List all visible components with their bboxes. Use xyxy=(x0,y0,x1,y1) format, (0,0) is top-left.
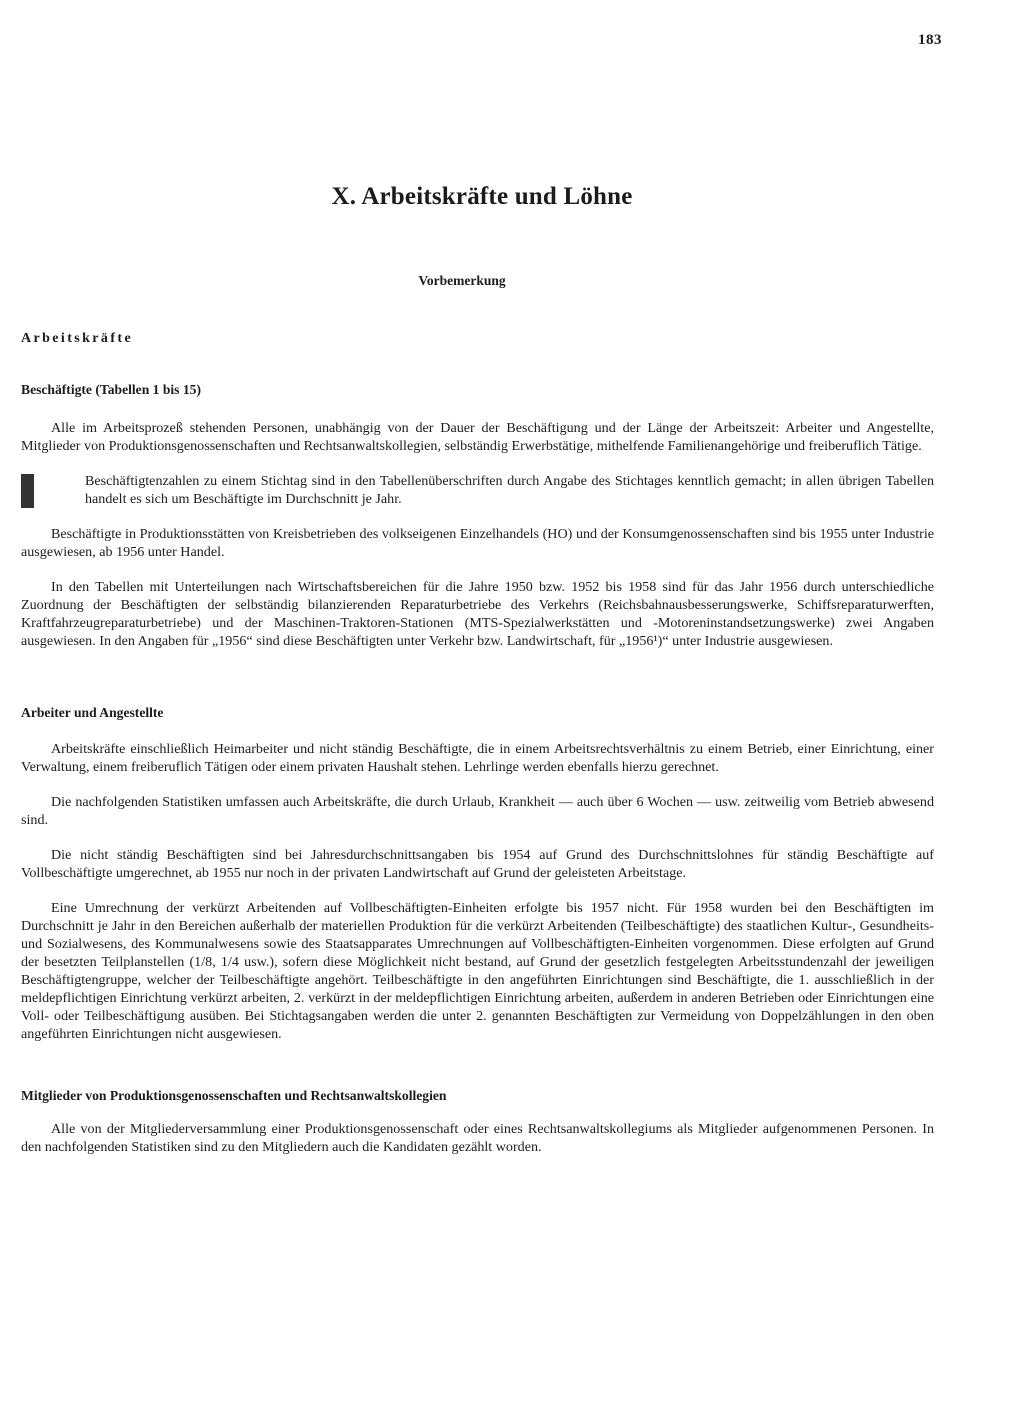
paragraph: In den Tabellen mit Unterteilungen nach Wirtschaftsbereichen für die Jahre 1950 bzw. 1952 bis 1958 sind für das Jahr 1956 durch unterschiedliche Zuordnung der Beschäftigten der selbständig bilanzierenden Reparaturbetriebe des Verkehrs (Reichsbahnausbesserungswerke, Schiffsreparaturwerften, Kraftfahrzeugreparaturbetriebe) und der Maschinen-Traktoren-Stationen (MTS-Spezialwerkstätten und -Motoreninstandsetzungswerke) zwei Angaben ausgewiesen. In den Angaben für „1956“ sind diese Beschäftigten unter Verkehr bzw. Landwirtschaft, für „1956¹)“ unter Industrie ausgewiesen. xyxy=(21,579,934,649)
page-number: 183 xyxy=(918,32,942,48)
paragraph: Eine Umrechnung der verkürzt Arbeitenden auf Vollbeschäftigten-Einheiten erfolgte bis 1957 nicht. Für 1958 wurden bei den Beschäftigten im Durchschnitt je Jahr in den Bereichen außerhalb der materiellen Produktion für die verkürzt Arbeitenden (Teilbeschäftigte) des staatlichen Kultur-, Gesundheits- und Sozialwesens, des Kommunalwesens sowie des Staatsapparates Umrechnungen auf Vollbeschäftigten-Einheiten vorgenommen. Diese erfolgten auf Grund der besetzten Teilplanstellen (1/8, 1/4 usw.), sofern diese Möglichkeit nicht bestand, auf Grund der gesetzlich festgelegten Arbeitsstundenzahl der jeweiligen Beschäftigtengruppe, welcher der Teilbeschäftigte angehört. Teilbeschäftigte in den angeführten Einrichtungen sind Beschäftigte, die 1. ausschließlich in der meldepflichtigen Einrichtung verkürzt arbeiten, 2. verkürzt in der meldepflichtigen Einrichtung arbeiten, außerdem in anderen Betrieben oder Einrichtungen eine Voll- oder Teilbeschäftigung ausüben. Bei Stichtagsangaben werden die unter 2. genannten Beschäftigten zur Vermeidung von Doppelzählungen in den oben angeführten Einrichtungen nicht ausgewiesen. xyxy=(21,900,934,1042)
paragraph: Beschäftigte in Produktionsstätten von Kreisbetrieben des volkseigenen Einzelhandels (HO) und der Konsumgenossenschaften sind bis 1955 unter Industrie ausgewiesen, ab 1956 unter Handel. xyxy=(21,526,934,560)
section-heading-arbeiter: Arbeiter und Angestellte xyxy=(21,705,164,720)
paragraph: Arbeitskräfte einschließlich Heimarbeiter und nicht ständig Beschäftigte, die in einem Arbeitsrechtsverhältnis zu einem Betrieb, einer Einrichtung, einer Verwaltung, einem freiberuflich Tätigen oder einem privaten Haushalt stehen. Lehrlinge werden ebenfalls hierzu gerechnet. xyxy=(21,741,934,775)
chapter-title: X. Arbeitskräfte und Löhne xyxy=(331,183,633,210)
section-mitglieder xyxy=(21,1087,934,1156)
marked-paragraph xyxy=(21,472,934,508)
section-arbeitskraefte xyxy=(21,330,934,650)
paragraph: Die nachfolgenden Statistiken umfassen auch Arbeitskräfte, die durch Urlaub, Krankheit — auch über 6 Wochen — usw. zeitweilig vom Betrieb abwesend sind. xyxy=(21,794,934,828)
margin-marker-bar xyxy=(21,474,34,508)
paragraph: Die nicht ständig Beschäftigten sind bei Jahresdurchschnittsangaben bis 1954 auf Grund des Durchschnittslohnes für ständig Beschäftigte auf Vollbeschäftigte umgerechnet, ab 1955 nur noch in der privaten Landwirtschaft auf Grund der geleisteten Arbeitstage. xyxy=(21,847,934,881)
document-body xyxy=(21,330,934,1156)
paragraph: Beschäftigtenzahlen zu einem Stichtag sind in den Tabellenüberschriften durch Angabe des Stichtages kenntlich gemacht; in allen übrigen Tabellen handelt es sich um Beschäftigte im Durchschnitt je Jahr. xyxy=(85,473,934,507)
paragraph: Alle von der Mitgliederversammlung einer Produktionsgenossenschaft oder eines Rechtsanwaltskollegiums als Mitglieder aufgenommenen Personen. In den nachfolgenden Statistiken sind zu den Mitgliedern auch die Kandidaten gezählt worden. xyxy=(21,1121,934,1155)
subsection-heading-beschaeftigte: Beschäftigte (Tabellen 1 bis 15) xyxy=(21,382,201,397)
section-heading-arbeitskraefte: Arbeitskräfte xyxy=(21,331,134,346)
section-heading-mitglieder: Mitglieder von Produktionsgenossenschaften und Rechtsanwaltskollegien xyxy=(21,1088,447,1103)
paragraph: Alle im Arbeitsprozeß stehenden Personen, unabhängig von der Dauer der Beschäftigung und der Länge der Arbeitszeit: Arbeiter und Angestellte, Mitglieder von Produktionsgenossenschaften und Rechtsanwaltskollegien, selbständig Erwerbstätige, mithelfende Familienangehörige und freiberuflich Tätige. xyxy=(21,420,934,454)
preliminary-remarks-title: Vorbemerkung xyxy=(418,273,506,288)
section-arbeiter xyxy=(21,704,934,1043)
